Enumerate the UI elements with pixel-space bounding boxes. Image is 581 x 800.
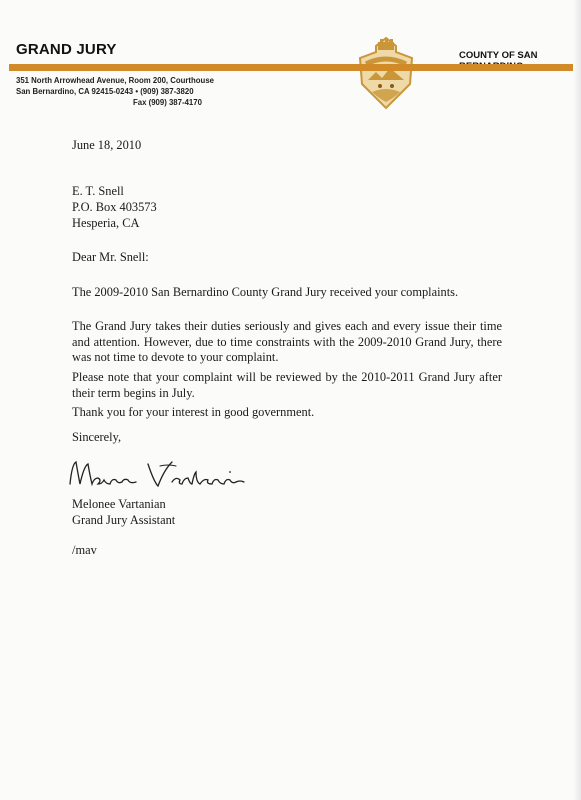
typist-initials: /mav: [72, 543, 97, 557]
letterhead-accent-bar: [9, 64, 573, 71]
paragraph-1: The 2009-2010 San Bernardino County Grand Jury received your complaints.: [72, 285, 459, 299]
salutation: Dear Mr. Snell:: [72, 250, 149, 264]
county-seal-icon: [350, 36, 422, 110]
recipient-po-box: P.O. Box 403573: [72, 200, 157, 214]
paragraph-4: Thank you for your interest in good government.: [72, 405, 315, 419]
recipient-name: E. T. Snell: [72, 184, 124, 198]
letterhead-county: COUNTY OF SAN: [459, 50, 538, 61]
signer-name: Melonee Vartanian: [72, 497, 166, 511]
paragraph-2-text: The Grand Jury takes their duties seriously and gives each and every issue their time and attention. However, due to time constraints with the 2009-2010 Grand Jury, there was not time to devote to your complaint.: [72, 319, 502, 364]
recipient-city: Hesperia, CA: [72, 216, 140, 230]
letterhead-address: 351 North Arrowhead Avenue, Room 200, Courthouse: [16, 76, 214, 85]
letter-date: June 18, 2010: [72, 138, 142, 152]
signer-title: Grand Jury Assistant: [72, 513, 176, 527]
letterhead-title: GRAND JURY: [16, 41, 117, 58]
closing: Sincerely,: [72, 430, 122, 444]
paragraph-3: [72, 370, 502, 401]
letterhead-city-phone: San Bernardino, CA 92415-0243 • (909) 387-3820: [16, 87, 194, 96]
letterhead-fax: Fax (909) 387-4170: [133, 98, 202, 107]
handwritten-signature: [64, 454, 254, 494]
paragraph-2: [72, 319, 502, 366]
page-edge-shadow: [573, 0, 581, 800]
paragraph-3-text: Please note that your complaint will be reviewed by the 2010-2011 Grand Jury after their term begins in July.: [72, 370, 502, 400]
